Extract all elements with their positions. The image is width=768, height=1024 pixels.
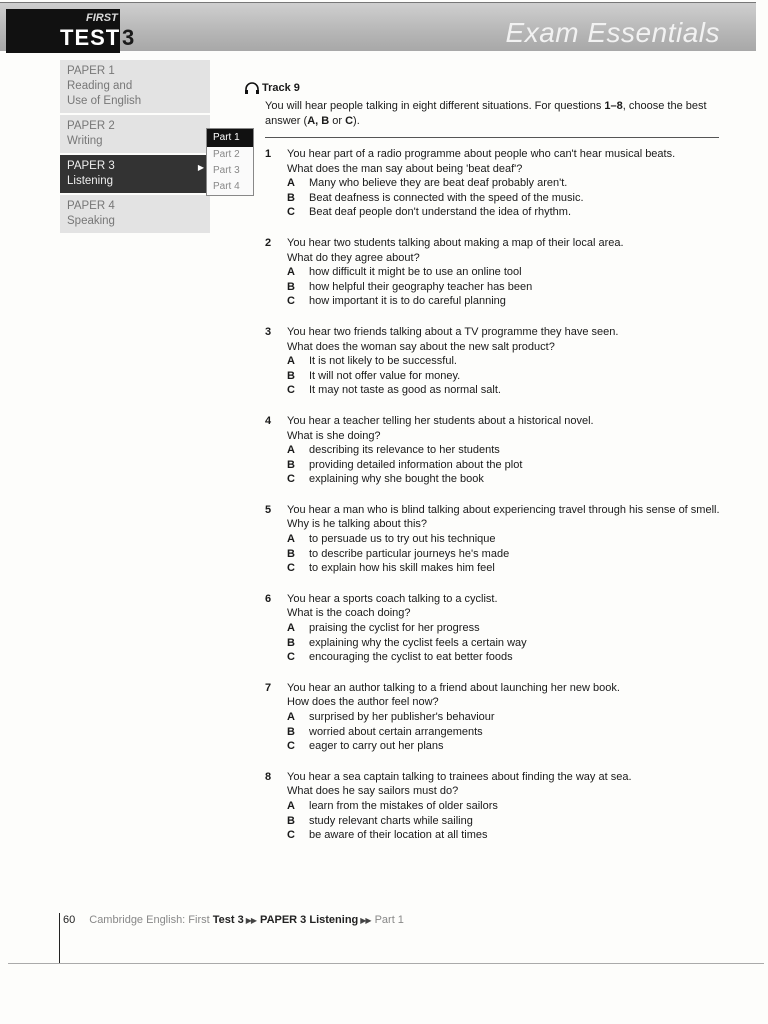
option-text: praising the cyclist for her progress [309, 622, 480, 635]
option-text: encouraging the cyclist to eat better foods [309, 651, 513, 664]
option-letter: B [287, 636, 295, 649]
option-a[interactable] [287, 354, 725, 369]
option-letter: A [287, 266, 295, 279]
arrow-right-icon: ▶ [197, 163, 204, 172]
option-letter: C [287, 740, 295, 753]
option-text: explaining why the cyclist feels a certain way [309, 636, 527, 649]
option-a[interactable] [287, 621, 725, 636]
first-label: FIRST [86, 12, 118, 24]
question-6 [265, 592, 725, 665]
nav-paper-number: PAPER 2 [67, 120, 115, 132]
option-letter: C [287, 473, 295, 486]
option-c[interactable] [287, 739, 725, 754]
question-text: What does he say sailors must do? [287, 785, 459, 798]
footer-part: Part 1 [374, 914, 404, 926]
question-text: You hear an author talking to a friend about launching her new book. [287, 681, 620, 694]
question-3 [265, 325, 725, 398]
footer-rule [8, 963, 764, 964]
option-a[interactable] [287, 176, 725, 191]
nav-paper-2[interactable] [60, 115, 210, 153]
option-a[interactable] [287, 443, 725, 458]
option-c[interactable] [287, 472, 725, 487]
nav-paper-name: Reading and Use of English [67, 80, 142, 107]
footer-test: Test 3 [212, 914, 244, 926]
instr-letters: A, B [307, 115, 330, 127]
option-letter: B [287, 191, 295, 204]
question-4 [265, 414, 725, 487]
question-text: You hear a sports coach talking to a cyclist. [287, 592, 498, 605]
option-text: It is not likely to be successful. [309, 355, 457, 368]
option-text: study relevant charts while sailing [309, 814, 473, 827]
option-text: describing its relevance to her students [309, 444, 500, 457]
option-text: how important it is to do careful planning [309, 295, 506, 308]
option-text: be aware of their location at all times [309, 829, 488, 842]
option-text: how helpful their geography teacher has been [309, 280, 533, 293]
header-band [0, 2, 756, 51]
question-5 [265, 503, 725, 576]
question-7 [265, 681, 725, 754]
question-text: What does the woman say about the new salt product? [287, 340, 555, 353]
question-number: 6 [265, 592, 272, 605]
question-8 [265, 770, 725, 843]
part-1-tab[interactable]: Part 1 [207, 129, 253, 147]
question-number: 8 [265, 770, 272, 783]
option-text: eager to carry out her plans [309, 740, 444, 753]
option-a[interactable] [287, 799, 725, 814]
page-number: 60 [63, 914, 76, 926]
track-text: Track 9 [262, 82, 300, 94]
question-text: You hear a man who is blind talking about experiencing travel through his sense of smell. [287, 503, 720, 516]
part-3-tab[interactable]: Part 3 [213, 165, 240, 176]
option-b[interactable] [287, 280, 725, 295]
question-number: 5 [265, 503, 272, 516]
option-text: explaining why she bought the book [309, 473, 484, 486]
footer-paper: PAPER 3 [260, 914, 307, 926]
nav-paper-number: PAPER 4 [67, 200, 115, 212]
exam-essentials-title: Exam Essentials [505, 17, 720, 48]
question-text: What do they agree about? [287, 251, 420, 264]
question-1 [265, 147, 725, 220]
option-letter: A [287, 533, 295, 546]
option-text: to explain how his skill makes him feel [309, 562, 495, 575]
option-letter: C [287, 384, 295, 397]
question-list [265, 147, 725, 843]
question-text: You hear part of a radio programme about people who can't hear musical beats. [287, 148, 676, 160]
option-b[interactable] [287, 636, 725, 651]
option-letter: A [287, 799, 295, 812]
question-text: You hear a teacher telling her students about a historical novel. [287, 414, 594, 427]
nav-paper-name: Speaking [67, 215, 115, 227]
footer-paper-name: Listening [309, 914, 359, 926]
paper-nav [60, 60, 210, 233]
instr-range: 1–8 [604, 100, 623, 112]
instructions [265, 99, 720, 129]
option-letter: B [287, 547, 295, 560]
headphones-icon [244, 82, 260, 94]
option-letter: C [287, 651, 295, 664]
option-letter: C [287, 295, 295, 308]
option-b[interactable] [287, 814, 725, 829]
option-letter: A [287, 355, 295, 368]
question-text: What is she doing? [287, 429, 381, 442]
option-letter: C [287, 829, 295, 842]
question-number: 1 [265, 148, 272, 160]
option-text: It may not taste as good as normal salt. [309, 384, 501, 397]
part-4-tab[interactable]: Part 4 [213, 181, 240, 192]
nav-paper-4[interactable] [60, 195, 210, 233]
part-list [206, 128, 254, 196]
option-b[interactable] [287, 191, 725, 206]
question-2 [265, 236, 725, 309]
question-number: 3 [265, 325, 272, 338]
option-c[interactable] [287, 650, 725, 665]
double-arrow-icon: ▶▶ [360, 916, 371, 925]
part-2-tab[interactable]: Part 2 [213, 149, 240, 160]
option-text: Many who believe they are beat deaf probably aren't. [309, 177, 568, 190]
question-number: 7 [265, 681, 272, 694]
option-letter: B [287, 280, 295, 293]
option-b[interactable] [287, 725, 725, 740]
option-text: Beat deaf people don't understand the idea of rhythm. [309, 206, 572, 219]
option-text: to describe particular journeys he's made [309, 547, 510, 560]
option-text: providing detailed information about the plot [309, 458, 523, 471]
option-a[interactable] [287, 710, 725, 725]
question-text: What is the coach doing? [287, 607, 411, 620]
option-b[interactable] [287, 458, 725, 473]
instr-pre: You will hear people talking in eight different situations. For questions [265, 100, 605, 112]
question-text: You hear two friends talking about a TV programme they have seen. [287, 325, 619, 338]
option-a[interactable] [287, 265, 725, 280]
option-text: to persuade us to try out his technique [309, 533, 496, 546]
question-text: What does the man say about being 'beat deaf'? [287, 162, 523, 175]
option-text: It will not offer value for money. [309, 369, 461, 382]
option-c[interactable] [287, 383, 725, 398]
option-letter: A [287, 711, 295, 723]
option-text: how difficult it might be to use an online tool [309, 266, 522, 279]
option-c[interactable] [287, 294, 725, 309]
option-b[interactable] [287, 547, 725, 562]
option-letter: B [287, 458, 295, 471]
option-letter: A [287, 444, 295, 457]
nav-paper-number: PAPER 1 [67, 65, 115, 77]
option-letter: C [287, 206, 295, 219]
option-text: surprised by her publisher's behaviour [309, 711, 495, 723]
nav-paper-name: Writing [67, 135, 103, 147]
footer-divider [59, 913, 60, 964]
option-text: learn from the mistakes of older sailors [309, 799, 498, 812]
option-c[interactable] [287, 205, 725, 220]
question-text: You hear a sea captain talking to trainees about finding the way at sea. [287, 770, 632, 783]
nav-paper-name: Listening [67, 175, 114, 187]
option-c[interactable] [287, 561, 725, 576]
instr-or: or [329, 115, 346, 127]
footer [63, 914, 404, 926]
option-letter: A [287, 177, 295, 190]
question-text: How does the author feel now? [287, 696, 439, 709]
nav-paper-1[interactable] [60, 60, 210, 113]
instr-mid: , choose the best answer ( [265, 100, 707, 127]
test-label: TEST [60, 25, 121, 50]
question-text: You hear two students talking about making a map of their local area. [287, 236, 624, 249]
question-number: 2 [265, 236, 272, 249]
nav-paper-3[interactable] [60, 155, 210, 193]
option-letter: A [287, 622, 295, 635]
option-letter: C [287, 562, 295, 575]
instr-end: ). [353, 115, 360, 127]
option-b[interactable] [287, 369, 725, 384]
divider [265, 137, 719, 138]
test-number: 3 [122, 25, 135, 50]
question-number: 4 [265, 414, 272, 427]
option-text: Beat deafness is connected with the speed of the music. [309, 191, 584, 204]
option-letter: B [287, 725, 295, 738]
test-badge [6, 9, 120, 53]
option-text: worried about certain arrangements [309, 725, 483, 738]
option-letter: B [287, 814, 295, 827]
footer-series: Cambridge English: First [89, 914, 210, 926]
option-c[interactable] [287, 828, 725, 843]
option-letter: B [287, 369, 295, 382]
track-label [244, 82, 300, 94]
instr-c: C [345, 115, 354, 127]
option-a[interactable] [287, 532, 725, 547]
double-arrow-icon: ▶▶ [245, 916, 257, 925]
nav-paper-number: PAPER 3 [67, 160, 115, 172]
question-text: Why is he talking about this? [287, 518, 428, 531]
